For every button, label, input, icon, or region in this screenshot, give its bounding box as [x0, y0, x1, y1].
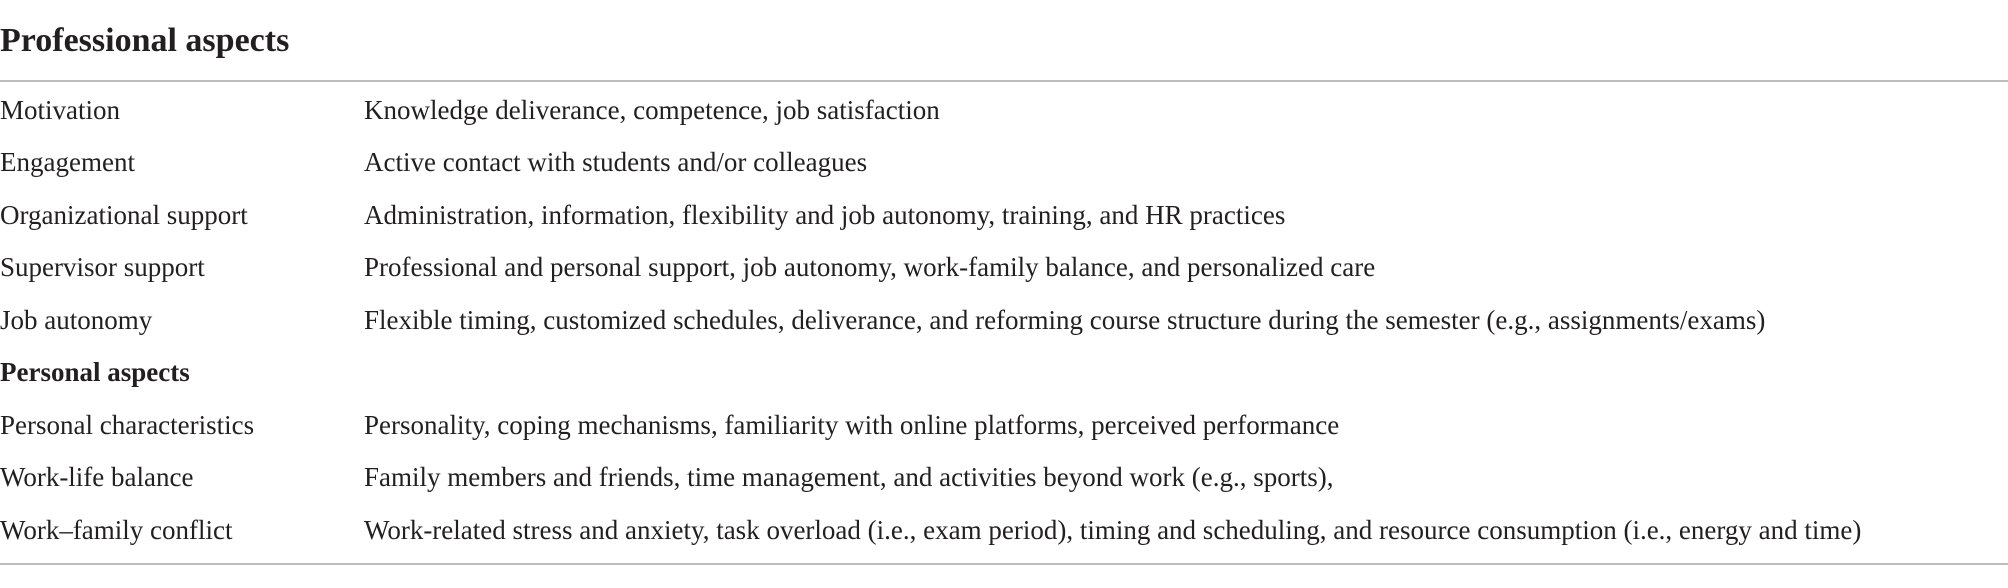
aspect-cell: Motivation — [0, 94, 120, 125]
section-heading-row — [0, 347, 2008, 400]
table-bottom-rule — [0, 563, 2008, 565]
table-row — [0, 137, 2008, 190]
table-row — [0, 189, 2008, 242]
table-row — [0, 294, 2008, 347]
table-row — [0, 242, 2008, 295]
aspect-cell: Organizational support — [0, 199, 248, 230]
section-heading-professional: Professional aspects — [0, 22, 290, 59]
description-cell: Professional and personal support, job autonomy, work-family balance, and personalized care — [364, 252, 1376, 283]
section-heading-personal: Personal aspects — [0, 357, 190, 388]
aspect-cell: Job autonomy — [0, 304, 153, 335]
aspect-cell: Personal characteristics — [0, 409, 255, 440]
aspect-cell: Work–family conflict — [0, 514, 233, 545]
aspect-cell: Work-life balance — [0, 462, 194, 493]
description-cell: Work-related stress and anxiety, task overload (i.e., exam period), timing and scheduling, and resource consumption (i.e., energy and time) — [364, 514, 1862, 545]
description-cell: Administration, information, flexibility and job autonomy, training, and HR practices — [364, 199, 1286, 230]
description-cell: Flexible timing, customized schedules, deliverance, and reforming course structure during the semester (e.g., assignments/exams) — [364, 304, 1766, 335]
table-row — [0, 84, 2008, 137]
description-cell: Personality, coping mechanisms, familiarity with online platforms, perceived performance — [364, 409, 1340, 440]
description-cell: Family members and friends, time management, and activities beyond work (e.g., sports), — [364, 462, 1334, 493]
description-cell: Active contact with students and/or colleagues — [364, 147, 868, 178]
description-cell: Knowledge deliverance, competence, job satisfaction — [364, 94, 940, 125]
aspect-cell: Supervisor support — [0, 252, 205, 283]
table-row — [0, 399, 2008, 452]
table-row — [0, 504, 2008, 557]
aspect-cell: Engagement — [0, 147, 135, 178]
table-top-rule — [0, 80, 2008, 82]
table-row — [0, 452, 2008, 505]
